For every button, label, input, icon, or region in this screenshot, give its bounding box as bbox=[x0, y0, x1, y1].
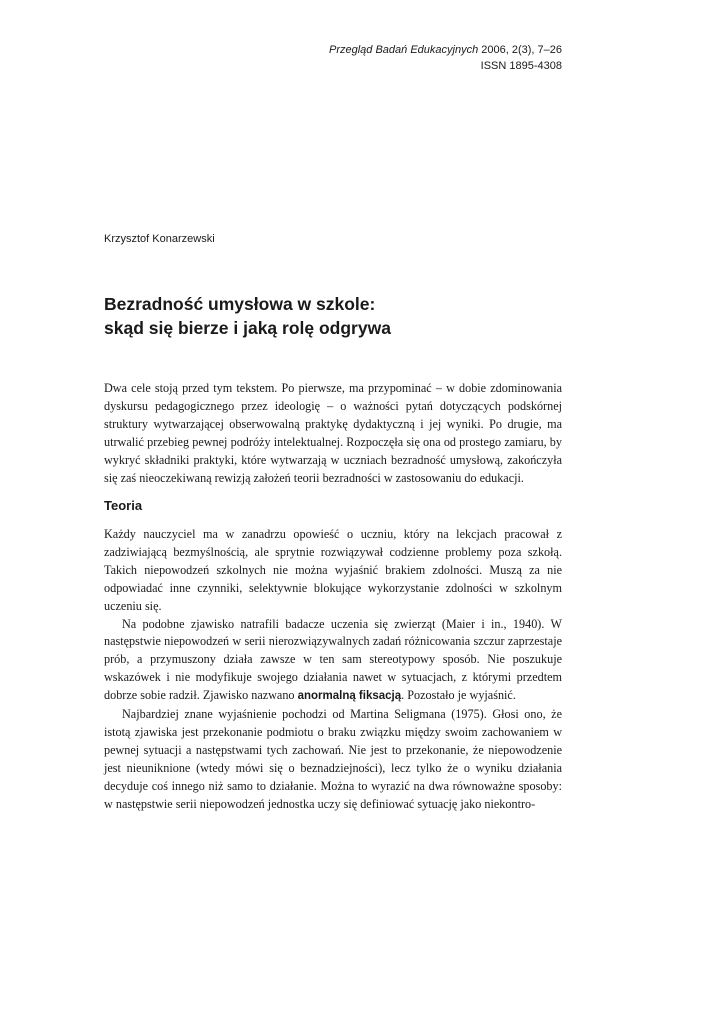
title-line-1: Bezradność umysłowa w szkole: bbox=[104, 294, 376, 314]
journal-issn: ISSN 1895-4308 bbox=[480, 60, 562, 72]
paragraph-2-text: Na podobne zjawisko natrafili badacze uczenia się zwierząt (Maier i in., 1940). W następstwie niepowodzeń w serii nierozwiązywalnych zadań różnicowania szczur zaprzestaje prób, a przymuszony działa zawsze w ten sam stereotypowy sposób. Nie poszukuje wskazówek i nie modyfikuje swojego działania nawet w sytuacjach, z którymi przedtem dobrze sobie radził. Zjawisko nazwano bbox=[104, 616, 562, 703]
journal-volume: 2006, 2(3), 7–26 bbox=[481, 44, 562, 56]
paragraph-2-tail: . Pozostało je wyjaśnić. bbox=[401, 688, 516, 703]
article-title bbox=[104, 292, 391, 340]
section-body bbox=[104, 526, 562, 814]
journal-citation bbox=[329, 42, 562, 58]
paragraph-1: Każdy nauczyciel ma w zanadrzu opowieść o uczniu, który na lekcjach pracował z zadziwiającą bezmyślnością, ale sprytnie rozwiązywał codzienne problemy poza szkołą. Takich niepowodzeń szkolnych nie można wyjaśnić brakiem zdolności. Muszą za nie odpowiadać inne czynniki, selektywnie blokujące wykorzystanie zdolności w szkolnym uczeniu się. bbox=[104, 527, 562, 613]
author-name: Krzysztof Konarzewski bbox=[104, 233, 215, 245]
abstract: Dwa cele stoją przed tym tekstem. Po pierwsze, ma przypominać – w dobie zdominowania dyskursu pedagogicznego przez ideologię – o ważności pytań dotyczących podskórnej struktury wytwarzającej obserwowalną praktykę dydaktyczną i jej wyniki. Po drugie, ma utrwalić przebieg pewnej podróży intelektualnej. Rozpoczęła się ona od prostego zamiaru, by wykryć składniki praktyki, które wytwarzają w uczniach bezradność umysłową, zakończyła się zaś nieoczekiwaną rewizją założeń teorii bezradności w zastosowaniu do edukacji. bbox=[104, 381, 562, 485]
paragraph-3: Najbardziej znane wyjaśnienie pochodzi od Martina Seligmana (1975). Głosi ono, że istotą zjawiska jest przekonanie podmiotu o braku związku między swoim zachowaniem w pewnej sytuacji a następstwami tych zachowań. Nie jest to przekonanie, że niepowodzenie jest nieuniknione (wtedy mówi się o beznadziejności), lecz tylko że o wyniku działania decyduje coś innego niż samo to działanie. Można to wyrazić na dwa równoważne sposoby: w następstwie serii niepowodzeń jednostka uczy się definiować sytuację jako niekontro- bbox=[104, 707, 562, 811]
title-line-2: skąd się bierze i jaką rolę odgrywa bbox=[104, 318, 391, 338]
journal-name: Przegląd Badań Edukacyjnych bbox=[328, 44, 479, 56]
paragraph-2 bbox=[104, 616, 562, 707]
section-heading: Teoria bbox=[104, 498, 143, 513]
journal-header bbox=[329, 42, 562, 74]
emphasized-term: anormalną fiksacją bbox=[297, 690, 402, 703]
